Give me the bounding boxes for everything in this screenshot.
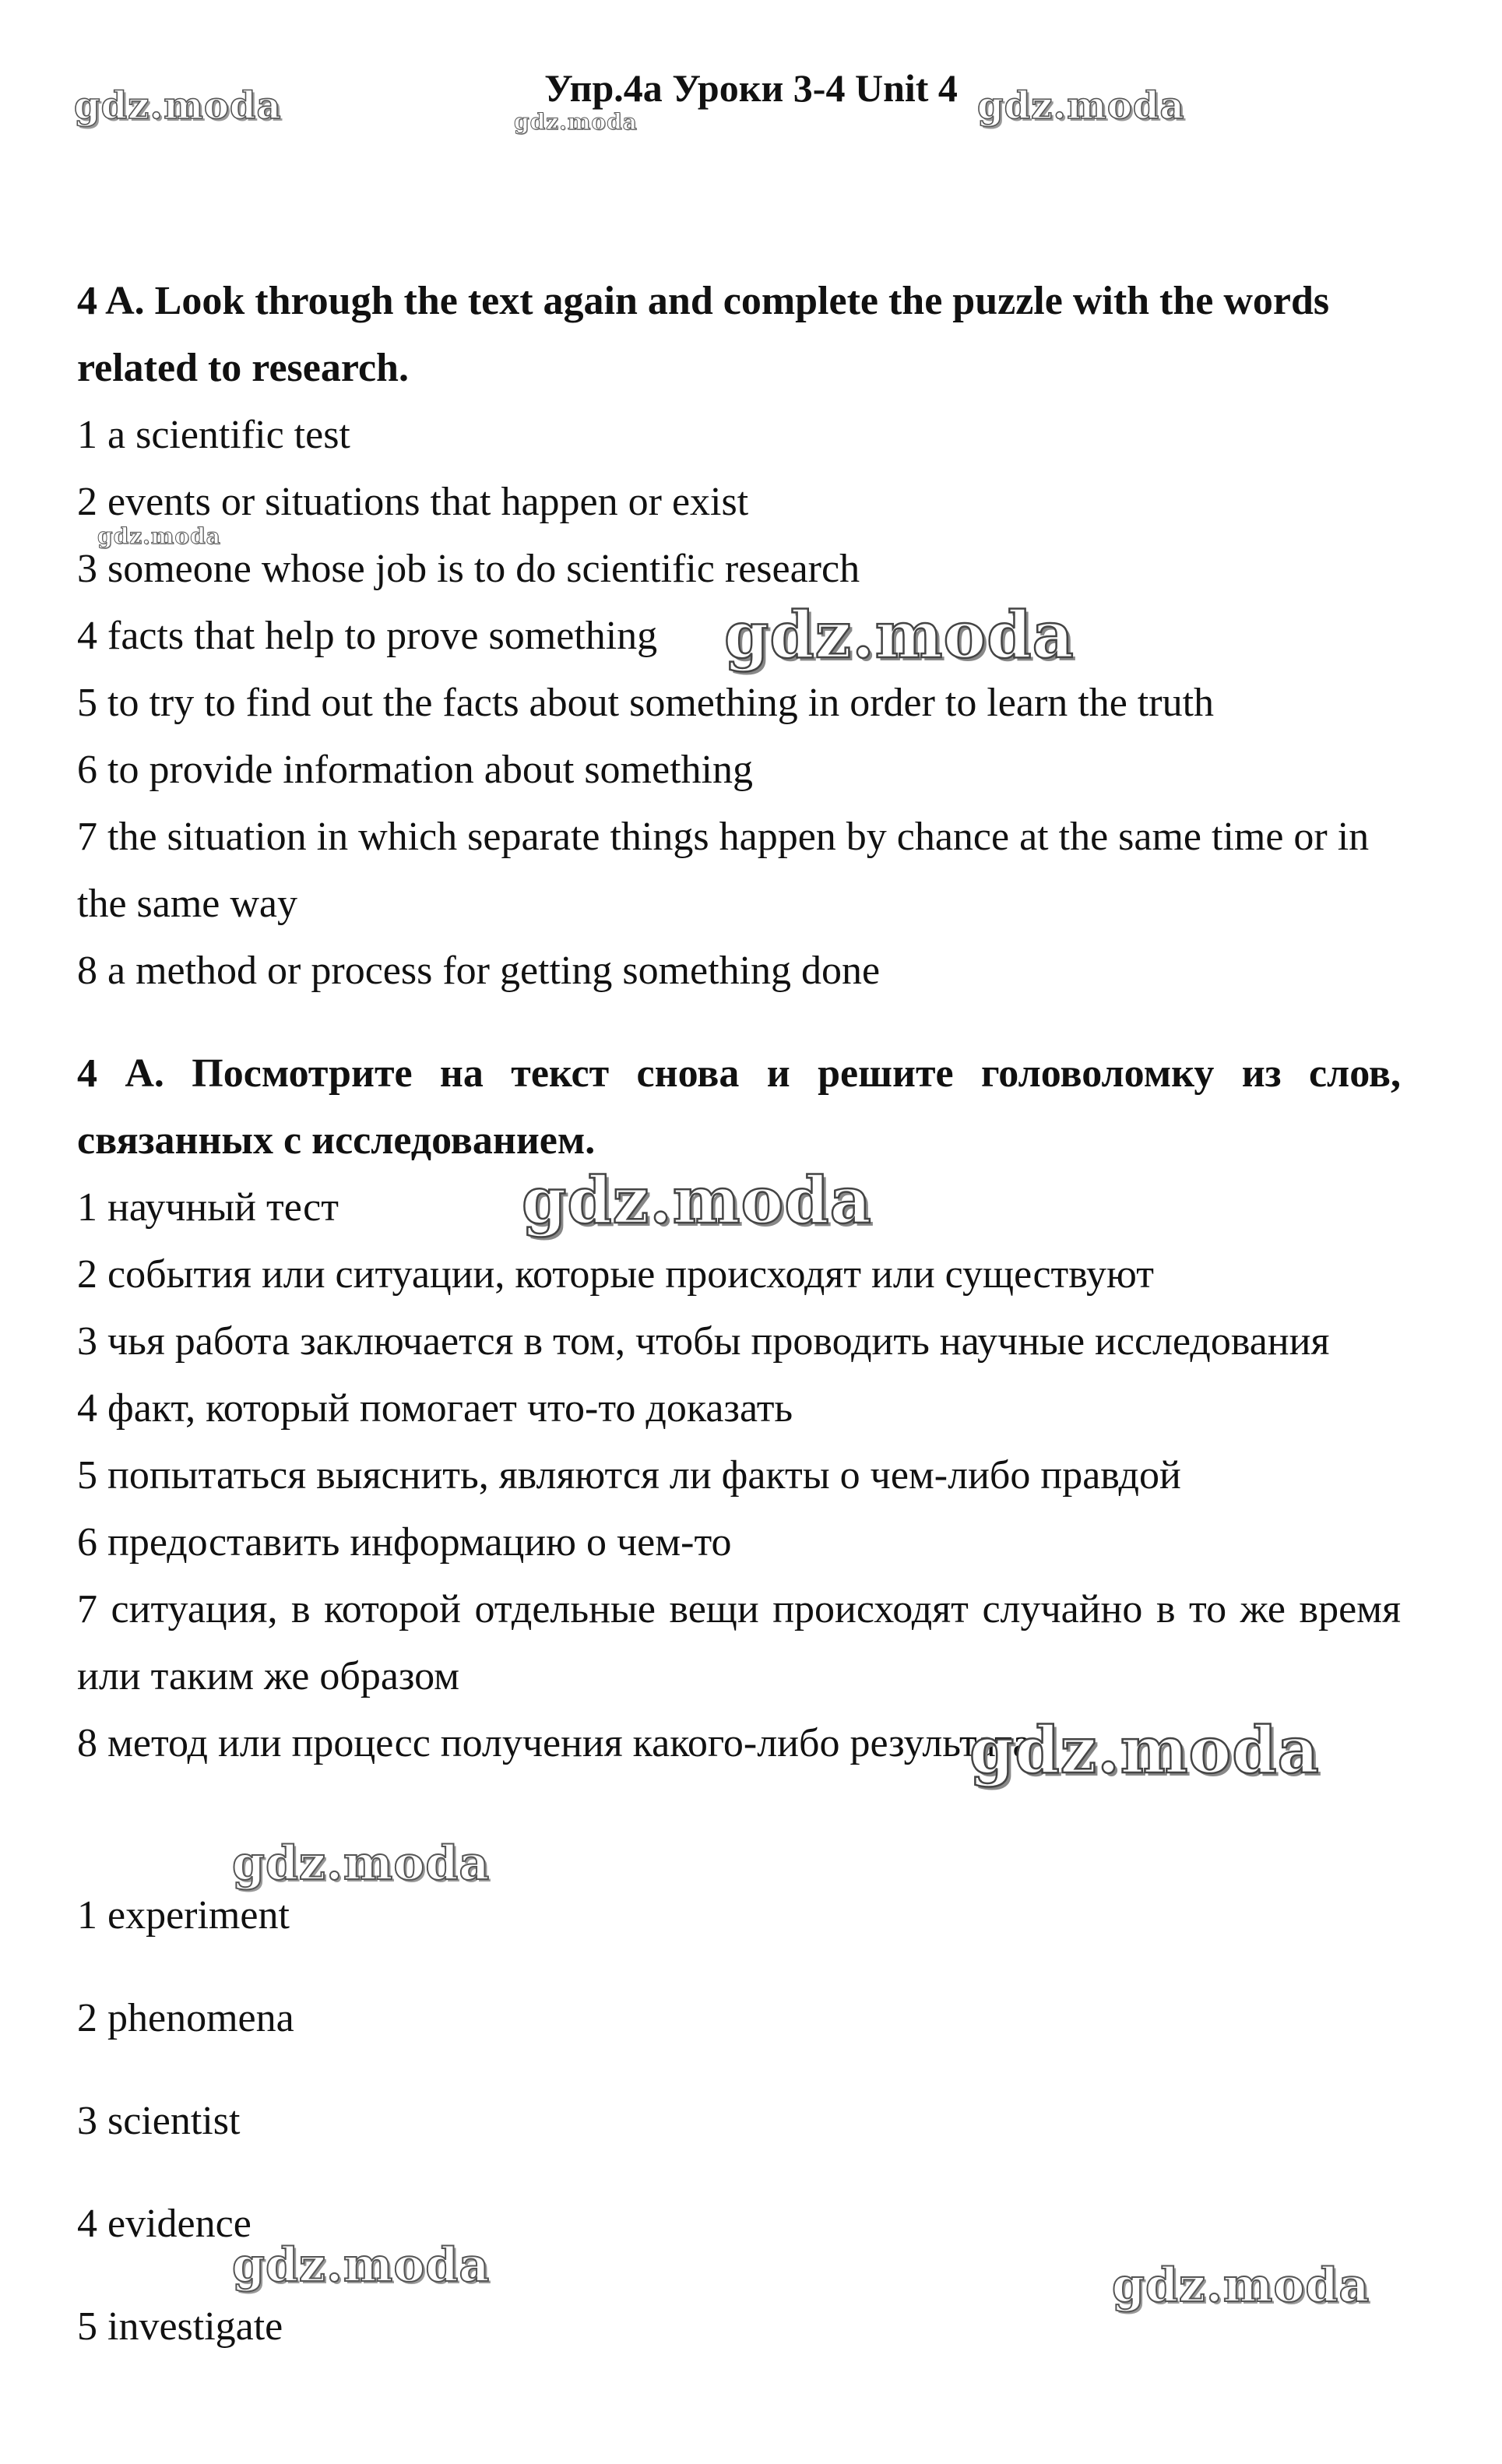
- english-item-1: 1 a scientific test: [77, 413, 350, 457]
- watermark: gdz.moda: [522, 1163, 872, 1238]
- watermark: gdz.moda: [1112, 2258, 1370, 2313]
- russian-heading: 4 А. Посмотрите на текст снова и решите головоломку из слов, связанных с исследованием.: [77, 1051, 1401, 1163]
- russian-item-1: 1 научный тест: [77, 1185, 339, 1230]
- russian-item-4: 4 факт, который помогает что-то доказать: [77, 1386, 793, 1431]
- russian-item-6: 6 предоставить информацию о чем-то: [77, 1520, 732, 1565]
- english-item-7: 7 the situation in which separate things happen by chance at the same time or in the same way: [77, 815, 1370, 926]
- english-item-6: 6 to provide information about something: [77, 748, 753, 792]
- russian-item-3: 3 чья работа заключается в том, чтобы проводить научные исследования: [77, 1319, 1330, 1364]
- english-item-2: 2 events or situations that happen or exist: [77, 480, 749, 524]
- answer-5: 5 investigate: [77, 2304, 283, 2349]
- english-item-4: 4 facts that help to prove something: [77, 614, 658, 658]
- answers-list: [77, 1885, 1401, 2358]
- watermark: gdz.moda: [74, 84, 282, 128]
- watermark: gdz.moda: [232, 2238, 491, 2293]
- watermark: gdz.moda: [514, 109, 638, 135]
- watermark: gdz.moda: [232, 1836, 491, 1891]
- english-item-8: 8 a method or process for getting something done: [77, 949, 881, 993]
- watermark: gdz.moda: [97, 523, 221, 549]
- answer-3: 3 scientist: [77, 2099, 241, 2143]
- russian-item-2: 2 события или ситуации, которые происходят или существуют: [77, 1252, 1154, 1297]
- russian-exercise: [77, 1040, 1401, 1777]
- answer-1: 1 experiment: [77, 1893, 290, 1938]
- english-item-3: 3 someone whose job is to do scientific research: [77, 547, 860, 591]
- answer-2: 2 phenomena: [77, 1996, 294, 2040]
- page-title: Упр.4а Уроки 3-4 Unit 4: [544, 66, 958, 110]
- english-item-5: 5 to try to find out the facts about something in order to learn the truth: [77, 681, 1215, 725]
- russian-item-8: 8 метод или процесс получения какого-либо результата: [77, 1721, 1031, 1765]
- english-heading: 4 A. Look through the text again and complete the puzzle with the words related to research.: [77, 279, 1330, 390]
- russian-item-7: 7 ситуация, в которой отдельные вещи происходят случайно в то же время или таким же образом: [77, 1587, 1401, 1698]
- english-exercise: [77, 268, 1401, 1005]
- answer-4: 4 evidence: [77, 2202, 252, 2246]
- russian-item-5: 5 попытаться выяснить, являются ли факты о чем-либо правдой: [77, 1453, 1181, 1498]
- watermark: gdz.moda: [977, 84, 1185, 128]
- watermark: gdz.moda: [969, 1713, 1320, 1788]
- watermark: gdz.moda: [724, 598, 1075, 673]
